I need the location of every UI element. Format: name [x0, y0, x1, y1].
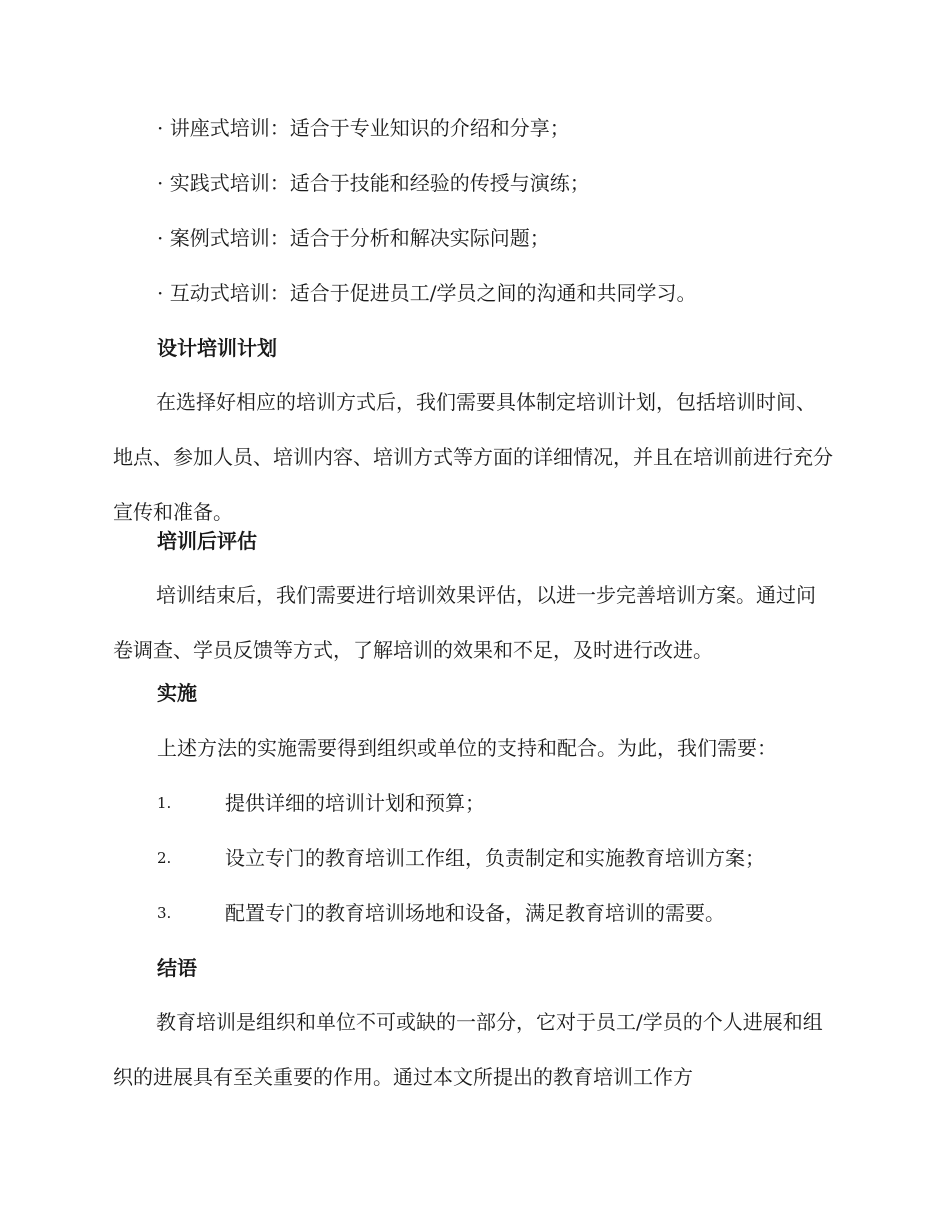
paragraph-conclusion: 教育培训是组织和单位不可或缺的一部分，它对于员工/学员的个人进展和组织的进展具有至关重要的作用。通过本文所提出的教育培训工作方 [113, 1010, 823, 1089]
heading-conclusion: 结语 [157, 956, 197, 980]
implementation-intro: 上述方法的实施需要得到组织或单位的支持和配合。为此，我们需要： [157, 736, 777, 760]
list-item-1: 提供详细的培训计划和预算； [225, 791, 485, 815]
paragraph-design-plan: 在选择好相应的培训方式后，我们需要具体制定培训计划，包括培训时间、地点、参加人员、培训内容、培训方式等方面的详细情况，并且在培训前进行充分宣传和准备。 [113, 390, 833, 524]
bullet-item-lecture: · 讲座式培训：适合于专业知识的介绍和分享； [157, 116, 570, 140]
heading-design-plan: 设计培训计划 [157, 336, 277, 360]
paragraph-evaluation: 培训结束后，我们需要进行培训效果评估，以进一步完善培训方案。通过问卷调查、学员反馈等方式，了解培训的效果和不足，及时进行改进。 [113, 583, 816, 662]
heading-evaluation: 培训后评估 [157, 529, 257, 553]
bullet-item-case: · 案例式培训：适合于分析和解决实际问题； [157, 226, 550, 250]
list-number-1: 1. [157, 794, 172, 812]
list-number-2: 2. [157, 849, 172, 867]
list-item-3: 配置专门的教育培训场地和设备，满足教育培训的需要。 [225, 901, 725, 925]
list-number-3: 3. [157, 904, 172, 922]
bullet-item-practice: · 实践式培训：适合于技能和经验的传授与演练； [157, 171, 590, 195]
heading-implementation: 实施 [157, 681, 197, 705]
bullet-item-interactive: · 互动式培训：适合于促进员工/学员之间的沟通和共同学习。 [157, 281, 697, 305]
list-item-2: 设立专门的教育培训工作组，负责制定和实施教育培训方案； [225, 846, 765, 870]
